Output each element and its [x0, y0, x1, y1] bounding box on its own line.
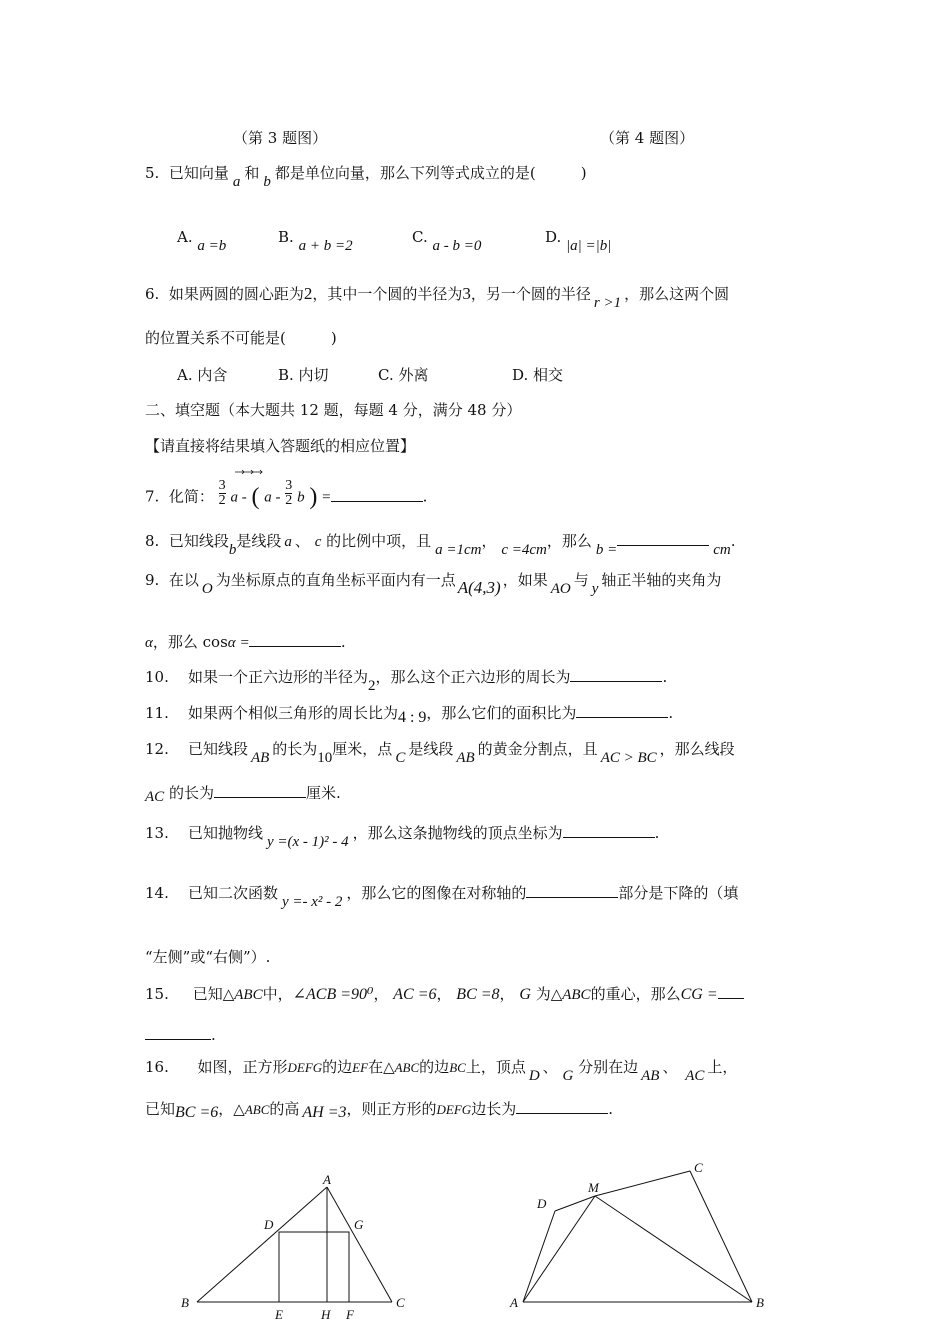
- segment-mb: [595, 1196, 752, 1302]
- q6-option-c: C. 外离: [378, 366, 429, 384]
- label-h: H: [321, 1307, 331, 1322]
- quadrilateral-figure: [500, 1155, 780, 1330]
- vector-arrows: [234, 467, 264, 477]
- label-g: G: [354, 1217, 364, 1232]
- question-5: 5. 已知向量 a 和 b 都是单位向量，那么下列等式成立的是( ): [145, 164, 587, 190]
- q6-option-a: A. 内含: [177, 366, 228, 384]
- label-a: A: [510, 1295, 518, 1310]
- label-d: D: [537, 1196, 547, 1211]
- question-9: 9. 在以 O 为坐标原点的直角坐标平面内有一点 A(4,3) ，如果 AO 与 y 轴正半轴的夹角为: [145, 571, 722, 597]
- figure-4-caption: （第 4 题图）: [600, 129, 695, 147]
- triangle-square-figure: [170, 1165, 420, 1330]
- label-e: E: [275, 1307, 283, 1322]
- question-14-line2: “左侧”或“右侧”）.: [145, 948, 271, 966]
- question-13: 13. 已知抛物线 y =(x - 1)² - 4 ，那么这条抛物线的顶点坐标为 .: [145, 824, 660, 850]
- q6-option-d: D. 相交: [512, 366, 564, 384]
- label-b: B: [756, 1295, 764, 1310]
- question-12-line2: AC 的长为 厘米.: [145, 784, 341, 805]
- q5-option-a: A. a =b: [177, 228, 227, 254]
- square-defg: [279, 1232, 349, 1302]
- segment-ac: [327, 1187, 392, 1302]
- question-9-line2: α，那么 cosα = .: [145, 633, 346, 651]
- figure-3-caption: （第 3 题图）: [233, 129, 328, 147]
- label-b: B: [181, 1295, 189, 1310]
- question-10: 10. 如果一个正六边形的半径为2，那么这个正六边形的周长为 .: [145, 668, 668, 694]
- question-15-line2: .: [145, 1024, 216, 1046]
- question-6-line2: 的位置关系不可能是( ): [145, 329, 337, 347]
- label-f: F: [346, 1307, 354, 1322]
- segment-dm: [555, 1196, 595, 1211]
- question-15: 15. 已知△ABC中，∠ACB =90⁰， AC =6， BC =8， G 为△ABC的重心，那么CG =: [145, 983, 744, 1006]
- question-12: 12. 已知线段 AB 的长为10厘米，点 C 是线段 AB 的黄金分割点，且 AC > BC ，那么线段: [145, 740, 735, 766]
- label-a: A: [323, 1172, 331, 1187]
- question-16-line2: 已知BC =6，△ABC的高 AH =3，则正方形的DEFG边长为 .: [145, 1100, 613, 1121]
- segment-cb: [690, 1171, 752, 1302]
- question-14: 14. 已知二次函数 y =- x² - 2 ，那么它的图像在对称轴的 部分是下降的（填: [145, 884, 739, 910]
- q5-option-d: D. |a| =|b|: [545, 228, 612, 254]
- q5-option-b: B. a + b =2: [278, 228, 353, 254]
- segment-mc: [595, 1171, 690, 1196]
- question-7: 7. 化简： $\frac{3}{2}$ a - ( a - $\frac{3}{2}$ b ) = .: [145, 478, 428, 510]
- segment-ab: [197, 1187, 327, 1302]
- q5-option-c: C. a - b =0: [412, 228, 482, 254]
- question-11: 11. 如果两个相似三角形的周长比为4 : 9，那么它们的面积比为 .: [145, 704, 674, 726]
- segment-ad: [523, 1211, 555, 1302]
- question-8: 8. 已知线段b是线段 a 、 c 的比例中项，且 a =1cm， c =4cm，那么 b = cm.: [145, 532, 736, 558]
- label-d: D: [264, 1217, 274, 1232]
- label-c: C: [694, 1160, 703, 1175]
- q6-option-b: B. 内切: [278, 366, 329, 384]
- label-m: M: [588, 1180, 599, 1195]
- section-heading: 二、填空题（本大题共 12 题，每题 4 分，满分 48 分）: [145, 401, 522, 419]
- question-16: 16. 如图，正方形DEFG的边EF在△ABC的边BC上，顶点 D 、 G 分别在边 AB 、 AC 上，: [145, 1058, 738, 1084]
- segment-am: [523, 1196, 595, 1302]
- section-instruction: 【请直接将结果填入答题纸的相应位置】: [145, 437, 416, 455]
- question-6: 6. 如果两圆的圆心距为2，其中一个圆的半径为3，另一个圆的半径 r >1 ，那么这两个圆: [145, 284, 730, 311]
- label-c: C: [396, 1295, 405, 1310]
